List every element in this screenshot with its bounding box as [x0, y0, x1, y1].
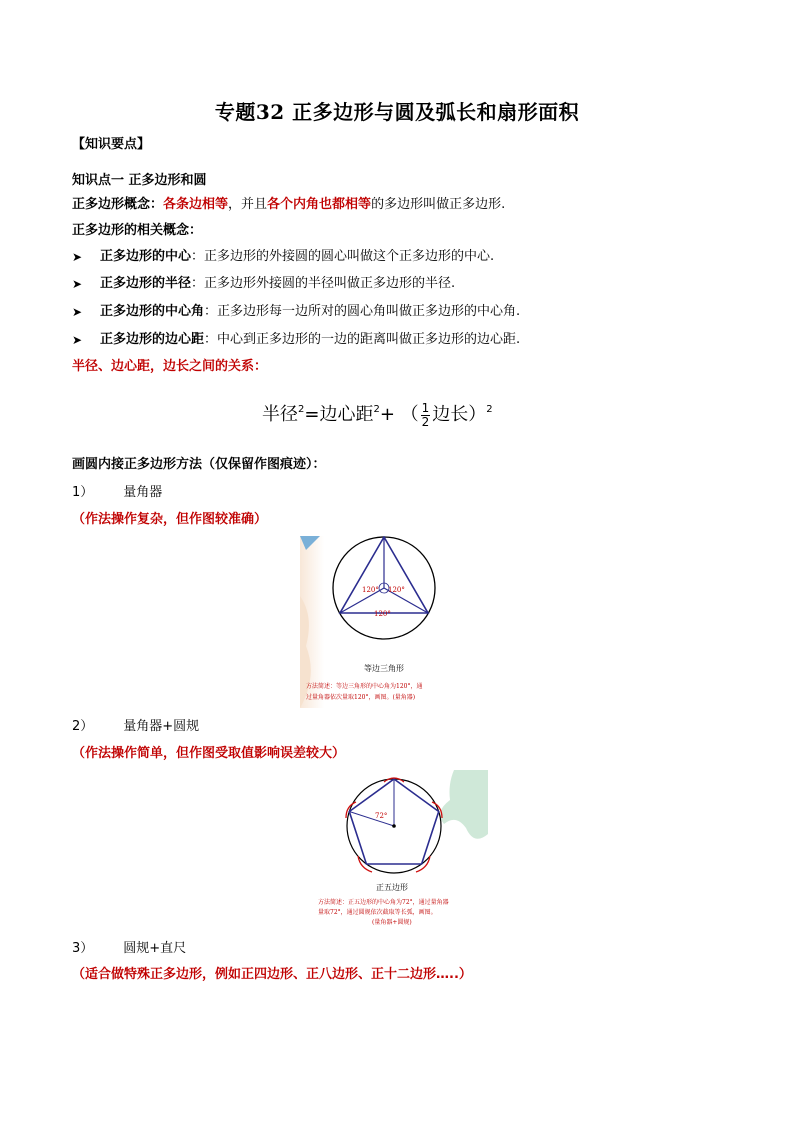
concept-line	[72, 196, 505, 214]
method-note-line-2: 过量角器依次量取120°，画图。(量角器)	[306, 694, 416, 701]
concept-tail: 的多边形叫做正多边形.	[371, 197, 506, 212]
figure-caption: 正五边形	[376, 883, 408, 892]
methods-heading: 画圆内接正多边形方法（仅保留作图痕迹）：	[72, 457, 326, 472]
angle-label-1: 120°	[362, 586, 379, 594]
bullet-central-angle: 正多边形的中心角：正多边形每一边所对的圆心角叫做正多边形的中心角.	[100, 304, 521, 319]
concept-mid: ，并且	[228, 197, 268, 212]
kp1-heading: 知识点一 正多边形和圆	[72, 173, 207, 188]
method-2: 2） 量角器+圆规	[72, 719, 200, 734]
related-heading: 正多边形的相关概念：	[72, 223, 203, 238]
method-1: 1） 量角器	[72, 485, 163, 500]
method-2-note: （作法操作简单，但作图受取值影响误差较大）	[72, 746, 346, 761]
method-note-line-3: (量角器+圆规)	[372, 919, 412, 926]
method-3: 3） 圆规+直尺	[72, 941, 187, 956]
page-title: 专题32 正多边形与圆及弧长和扇形面积	[214, 100, 580, 124]
angle-label-3: 120°	[374, 610, 391, 618]
method-1-note: （作法操作复杂，但作图较准确）	[72, 512, 268, 527]
figure-regular-pentagon	[306, 770, 490, 930]
relation-formula: 半径$^2$=边心距$^2$+ （ $\frac{1}{2}$ 边长）$^2$	[262, 400, 493, 429]
figure-equilateral-triangle	[300, 536, 500, 708]
section-header: 【知识要点】	[72, 137, 151, 152]
concept-highlight-2: 各个内角也都相等	[267, 197, 372, 212]
arrow-bullet-icon: ➤	[72, 333, 83, 347]
method-note-line-1: 方法简述：等边三角形的中心角为120°，通	[306, 683, 423, 690]
method-3-note: （适合做特殊正多边形，例如正四边形、正八边形、正十二边形…..）	[72, 967, 472, 982]
method-note-line-2: 量取72°，通过圆规依次截取等长弧，画图。	[318, 909, 437, 916]
relation-heading: 半径、边心距，边长之间的关系：	[72, 359, 268, 374]
bullet-center: 正多边形的中心：正多边形的外接圆的圆心叫做这个正多边形的中心.	[100, 249, 495, 264]
method-note-line-1: 方法简述：正五边形的中心角为72°，通过量角器	[318, 899, 449, 906]
concept-highlight-1: 各条边相等	[163, 197, 229, 212]
angle-label-2: 120°	[388, 586, 405, 594]
figure-caption: 等边三角形	[364, 664, 404, 673]
arrow-bullet-icon: ➤	[72, 277, 83, 291]
concept-label: 正多边形概念：	[72, 197, 164, 212]
background-blob-icon	[440, 770, 488, 839]
fraction-half: $\frac{1}{2}$	[421, 400, 430, 429]
bullet-apothem: 正多边形的边心距：中心到正多边形的一边的距离叫做正多边形的边心距.	[100, 332, 521, 347]
bullet-radius: 正多边形的半径：正多边形外接圆的半径叫做正多边形的半径.	[100, 276, 456, 291]
arrow-bullet-icon: ➤	[72, 250, 83, 264]
angle-label: 72°	[375, 812, 388, 820]
arrow-bullet-icon: ➤	[72, 305, 83, 319]
